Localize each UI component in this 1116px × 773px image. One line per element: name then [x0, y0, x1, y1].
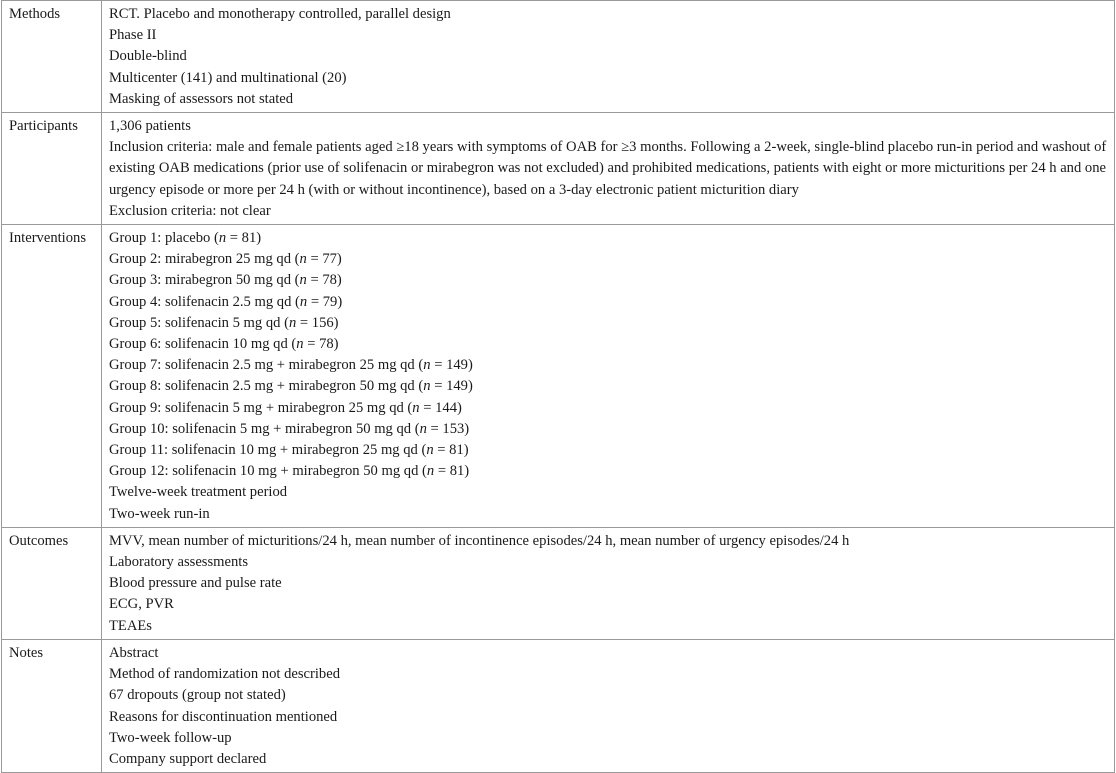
cell-line: Laboratory assessments [109, 554, 249, 571]
cell-line: Group 6: solifenacin 10 mg qd (n = 78) [109, 336, 339, 353]
cell-line: Twelve-week treatment period [109, 484, 288, 501]
cell-line: Multicenter (141) and multinational (20) [109, 69, 347, 86]
row-label-participants: Participants [2, 113, 102, 225]
table-row [2, 225, 1115, 528]
italic-symbol: n [419, 420, 427, 437]
row-content-participants [102, 113, 1115, 225]
cell-line: Group 10: solifenacin 5 mg + mirabegron 50 mg qd (n = 153) [109, 420, 470, 437]
cell-line: 1,306 patients [109, 118, 191, 135]
cell-line: Inclusion criteria: male and female patients aged ≥18 years with symptoms of OAB for ≥3 months. Following a 2-week, single-blind placebo run-in period and washout of existing OAB medications (prior use of solifenacin or mirabegron was not excluded) and prohibited medications, patients with eight or more micturitions per 24 h and one urgency episode or more per 24 h (with or without incontinence), based on a 3-day electronic patient micturition diary [109, 139, 1107, 198]
italic-symbol: n [299, 272, 307, 289]
table-row [2, 527, 1115, 639]
cell-line: Abstract [109, 644, 159, 661]
cell-line: Blood pressure and pulse rate [109, 575, 282, 592]
cell-line: MVV, mean number of micturitions/24 h, mean number of incontinence episodes/24 h, mean number of urgency episodes/24 h [109, 532, 850, 549]
cell-line: Exclusion criteria: not clear [109, 202, 271, 219]
cell-line: Group 11: solifenacin 10 mg + mirabegron 25 mg qd (n = 81) [109, 442, 469, 459]
cell-line: Group 1: placebo (n = 81) [109, 230, 262, 247]
row-content-methods [102, 1, 1115, 113]
cell-line: Two-week run-in [109, 505, 210, 522]
cell-line: Group 8: solifenacin 2.5 mg + mirabegron 50 mg qd (n = 149) [109, 378, 473, 395]
cell-line: Group 7: solifenacin 2.5 mg + mirabegron 25 mg qd (n = 149) [109, 357, 473, 374]
cell-line: Group 5: solifenacin 5 mg qd (n = 156) [109, 314, 339, 331]
cell-line: Group 2: mirabegron 25 mg qd (n = 77) [109, 251, 342, 268]
row-label-notes: Notes [2, 639, 102, 772]
row-label-interventions: Interventions [2, 225, 102, 528]
italic-symbol: n [218, 230, 227, 247]
cell-line: Group 3: mirabegron 50 mg qd (n = 78) [109, 272, 342, 289]
table-row [2, 113, 1115, 225]
row-label-outcomes: Outcomes [2, 527, 102, 639]
cell-line: Reasons for discontinuation mentioned [109, 708, 338, 725]
row-content-outcomes [102, 527, 1115, 639]
table-row [2, 639, 1115, 772]
cell-line: Phase II [109, 27, 157, 44]
italic-symbol: n [426, 442, 434, 459]
row-label-methods: Methods [2, 1, 102, 113]
italic-symbol: n [423, 378, 431, 395]
italic-symbol: n [296, 336, 304, 353]
cell-line: Method of randomization not described [109, 666, 341, 683]
italic-symbol: n [423, 357, 431, 374]
cell-line: RCT. Placebo and monotherapy controlled, parallel design [109, 6, 451, 22]
table-body [2, 1, 1115, 773]
row-content-interventions [102, 225, 1115, 528]
cell-line: Company support declared [109, 750, 267, 767]
italic-symbol: n [426, 463, 435, 480]
italic-symbol: n [299, 293, 308, 310]
cell-line: TEAEs [109, 617, 152, 634]
cell-line: Double-blind [109, 48, 187, 65]
cell-line: Group 9: solifenacin 5 mg + mirabegron 25 mg qd (n = 144) [109, 399, 462, 416]
row-content-notes [102, 639, 1115, 772]
cell-line: Group 12: solifenacin 10 mg + mirabegron 50 mg qd (n = 81) [109, 463, 470, 480]
italic-symbol: n [288, 314, 297, 331]
italic-symbol: n [412, 399, 420, 416]
table-row [2, 1, 1115, 113]
cell-line: Group 4: solifenacin 2.5 mg qd (n = 79) [109, 293, 343, 310]
cell-line: Masking of assessors not stated [109, 90, 294, 107]
study-characteristics-table [1, 0, 1115, 773]
cell-line: ECG, PVR [109, 596, 174, 613]
cell-line: Two-week follow-up [109, 729, 232, 746]
italic-symbol: n [299, 251, 307, 268]
cell-line: 67 dropouts (group not stated) [109, 687, 286, 704]
